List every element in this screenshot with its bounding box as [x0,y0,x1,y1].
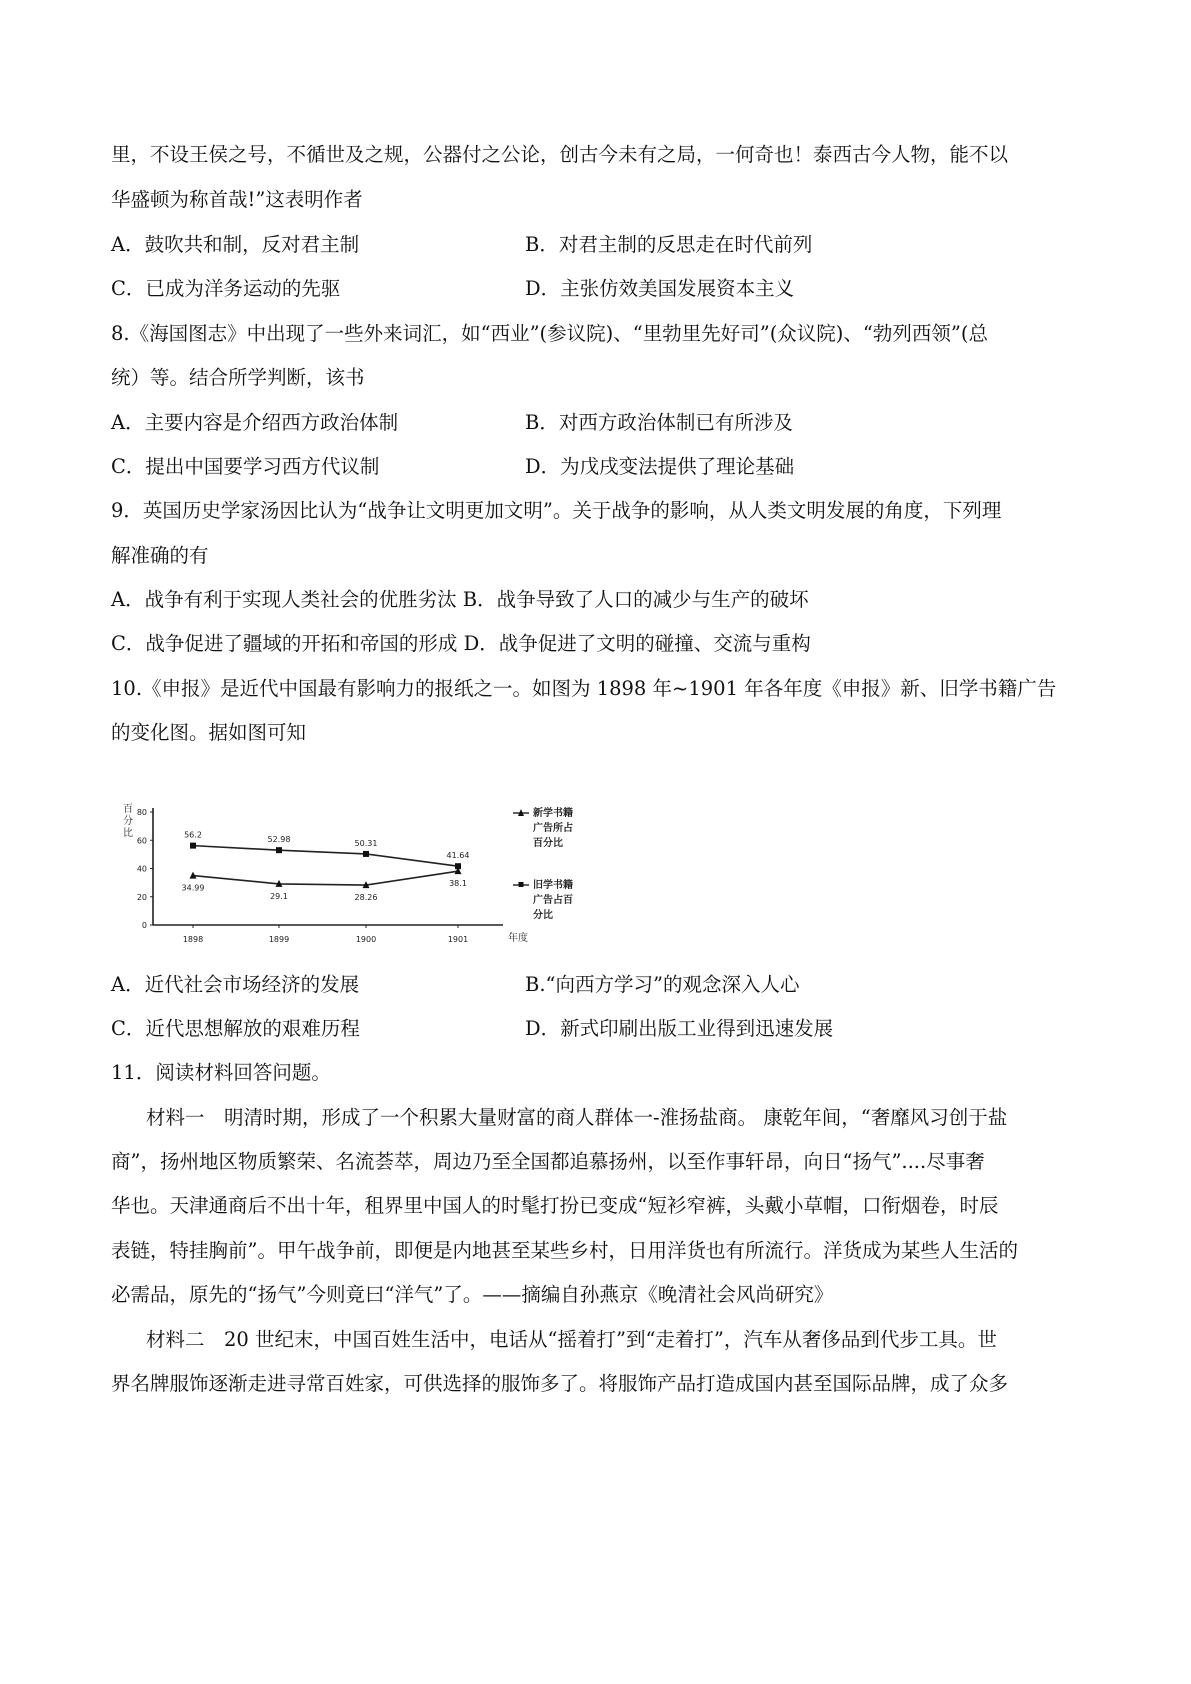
q11-material-1-line-1: 材料一 明清时期，形成了一个积累大量财富的商人群体一-淮扬盐商。 康乾年间，“奢靡风习创于盐 [146,1106,1008,1129]
chart-axes [123,803,528,944]
q7-stem-line-2: 华盛顿为称首哉!”这表明作者 [111,188,363,211]
q9-options-ab: A．战争有利于实现人类社会的优胜劣汰 B．战争导致了人口的减少与生产的破坏 [111,588,809,611]
q10-stem-line-1: 10.《申报》是近代中国最有影响力的报纸之一。如图为 1898 年~1901 年各年度《申报》新、旧学书籍广告 [111,677,1057,700]
x-tick-label: 1900 [355,935,377,944]
data-value-label: 50.31 [354,838,378,848]
legend-label: 百分比 [533,838,563,849]
q11-material-1-line-2: 商”，扬州地区物质繁荣、名流荟萃，周边乃至全国都追慕扬州，以至作事轩昂，向日“扬气”....尽事奢 [111,1150,985,1173]
q10-option-c: C．近代思想解放的艰难历程 [111,1017,360,1040]
y-axis-label: 百分比 [123,804,133,839]
q11-material-1-line-4: 表链，特挂胸前”。甲午战争前，即便是内地甚至某些乡村，日用洋货也有所流行。洋货成为某些人生活的 [111,1239,1018,1262]
data-value-label: 41.64 [446,851,470,861]
data-value-label: 34.99 [181,883,205,893]
data-value-label: 38.1 [449,879,467,889]
y-tick-label: 20 [136,892,147,902]
x-axis-label: 年度 [508,933,528,944]
q11-material-1-line-3: 华也。天津通商后不出十年，租界里中国人的时髦打扮已变成“短衫窄裤，头戴小草帽，口衔烟卷，时辰 [111,1194,999,1217]
q7-option-a: A．鼓吹共和制，反对君主制 [111,233,360,256]
q10-option-a: A．近代社会市场经济的发展 [111,973,360,996]
q8-option-b: B．对西方政治体制已有所涉及 [525,411,793,434]
q10-stem-line-2: 的变化图。据如图可知 [111,721,307,744]
data-value-label: 52.98 [267,835,291,845]
data-value-label: 56.2 [184,830,202,840]
q7-option-b: B．对君主制的反思走在时代前列 [525,233,813,256]
x-tick-label: 1899 [268,935,290,944]
data-value-label: 28.26 [354,893,378,903]
q9-stem-line-1: 9．英国历史学家汤因比认为“战争让文明更加文明”。关于战争的影响，从人类文明发展的角度，下列理 [111,499,1002,522]
q11-material-1-line-5: 必需品，原先的“扬气”今则竟曰“洋气”了。——摘编自孙燕京《晚清社会风尚研究》 [111,1283,834,1306]
q8-stem-line-2: 统）等。结合所学判断，该书 [111,366,365,389]
y-tick-label: 0 [141,921,147,930]
q11-material-2-line-1: 材料二 20 世纪末，中国百姓生活中，电话从“摇着打”到“走着打”，汽车从奢侈品到代步工具。世 [146,1328,997,1351]
q7-stem-line-1: 里，不设王侯之号，不循世及之规，公器付之公论，创古今未有之局，一何奇也！泰西古今人物，能不以 [111,143,1009,166]
chart-legend [513,806,573,921]
legend-label: 广告所占 [533,823,573,834]
q8-option-d: D．为戊戌变法提供了理论基础 [525,455,795,478]
series-line [193,846,458,867]
q10-option-b: B.“向西方学习”的观念深入人心 [525,973,800,996]
legend-label: 新学书籍 [533,808,573,819]
legend-label: 旧学书籍 [533,880,573,891]
data-point-square [276,847,282,853]
q7-option-c: C．已成为洋务运动的先驱 [111,277,341,300]
q9-options-cd: C．战争促进了疆域的开拓和帝国的形成 D．战争促进了文明的碰撞、交流与重构 [111,632,811,655]
q7-option-d: D．主张仿效美国发展资本主义 [525,277,795,300]
data-point-square [363,851,369,857]
q8-option-a: A．主要内容是介绍西方政治体制 [111,411,399,434]
data-point-square [190,843,196,849]
y-tick-label: 40 [136,864,147,874]
y-tick-label: 60 [136,836,147,846]
legend-label: 广告占百 [533,895,573,906]
x-tick-label: 1901 [447,935,469,944]
series-line [193,871,458,885]
q10-option-d: D．新式印刷出版工业得到迅速发展 [525,1017,834,1040]
legend-marker-square [519,882,524,887]
q8-option-c: C．提出中国要学习西方代议制 [111,455,380,478]
data-value-label: 29.1 [270,891,288,901]
q11-title: 11．阅读材料回答问题。 [111,1061,331,1084]
y-tick-label: 80 [136,808,147,817]
q11-material-2-line-2: 界名牌服饰逐渐走进寻常百姓家，可供选择的服饰多了。将服饰产品打造成国内甚至国际品牌，成了众多 [111,1372,1009,1395]
legend-label: 分比 [533,910,553,921]
q9-stem-line-2: 解准确的有 [111,544,209,567]
x-tick-label: 1898 [182,935,204,944]
data-point-square [455,863,461,869]
chart-series-group [182,831,470,902]
q8-stem-line-1: 8.《海国图志》中出现了一些外来词汇，如“西业”(参议院)、“里勃里先好司”(众议院)、“勃列西领”(总 [111,322,988,345]
